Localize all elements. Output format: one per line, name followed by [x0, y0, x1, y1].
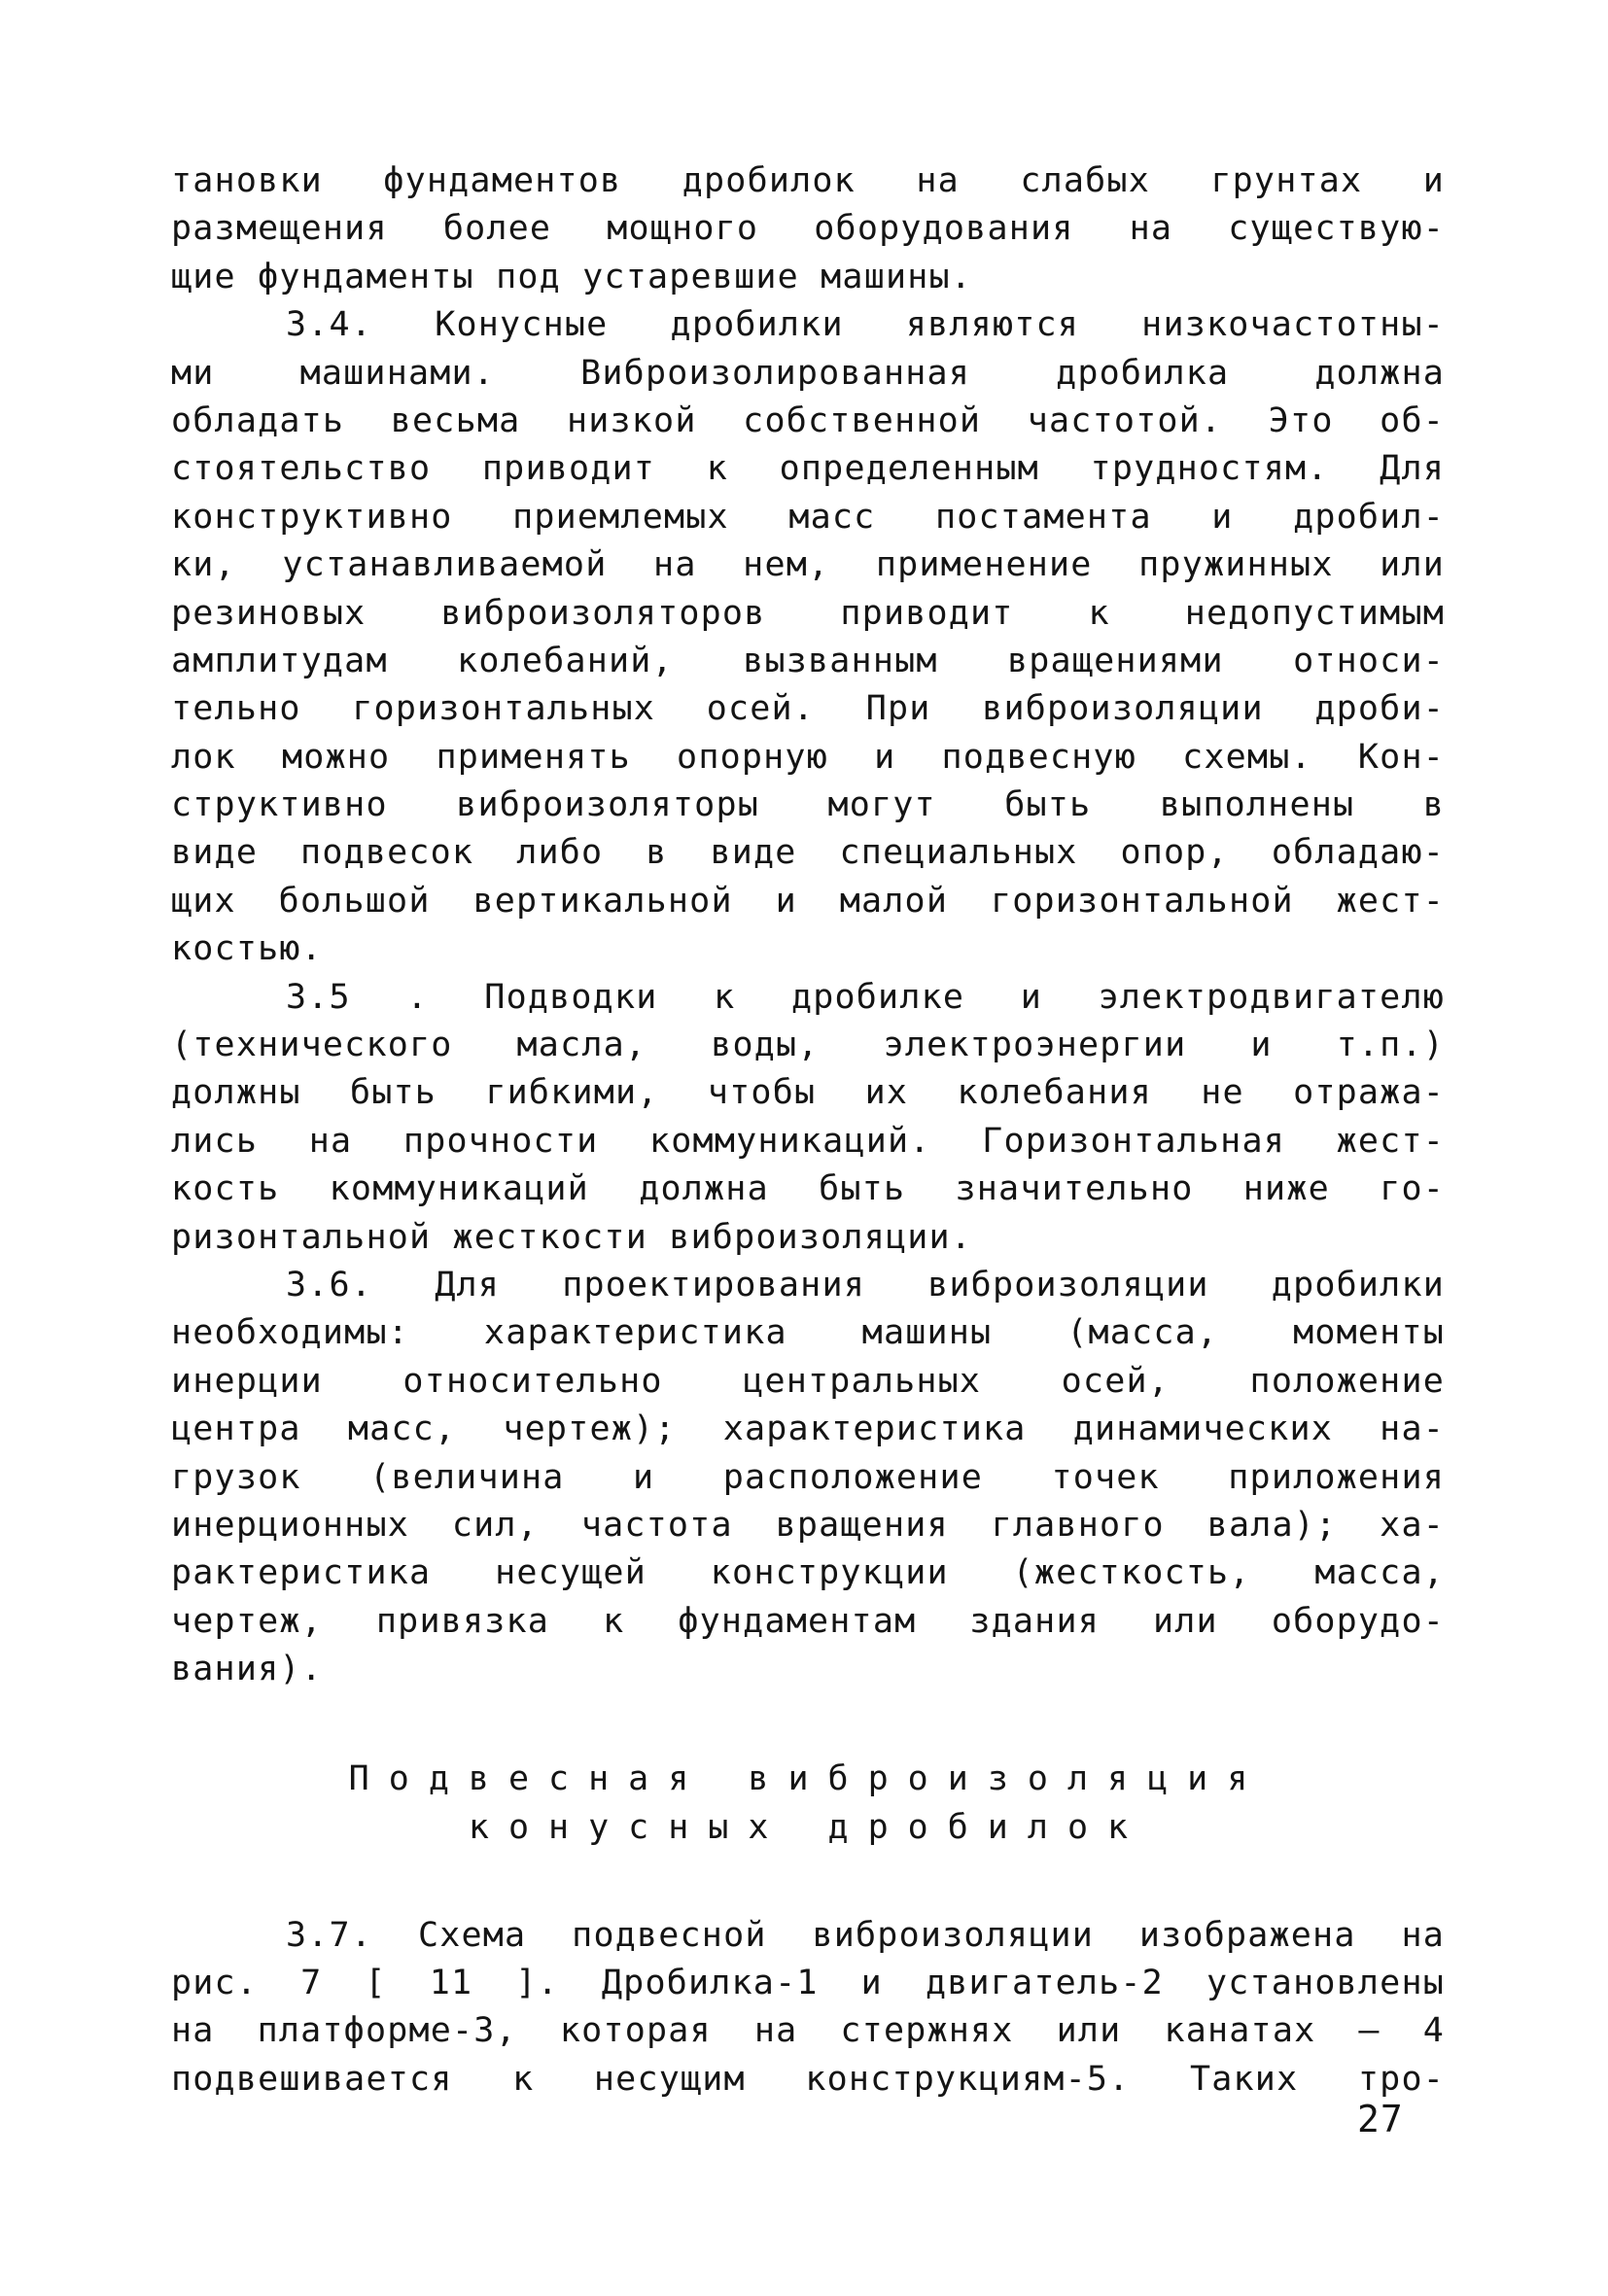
text-line: лись на прочности коммуникаций. Горизонтальная жест-	[171, 1121, 1445, 1161]
text-line: стоятельство приводит к определенным трудностям. Для	[171, 449, 1445, 489]
section-heading-line-1: Подвесная виброизоляция	[348, 1758, 1268, 1798]
text-line: инерционных сил, частота вращения главного вала); ха-	[171, 1505, 1445, 1545]
text-line: подвешивается к несущим конструкциям-5. Таких тро-	[171, 2059, 1445, 2099]
paragraph-3-7	[171, 1912, 1445, 2105]
paragraph-continuation	[171, 157, 1445, 301]
text-line: инерции относительно центральных осей, положение	[171, 1361, 1445, 1401]
text-line: структивно виброизоляторы могут быть выполнены в	[171, 785, 1445, 825]
text-line: центра масс, чертеж); характеристика динамических на-	[171, 1409, 1445, 1449]
section-heading-line-2: конусных дробилок	[468, 1807, 1148, 1847]
text-line: кость коммуникаций должна быть значительно ниже го-	[171, 1169, 1445, 1209]
text-line: 3.6. Для проектирования виброизоляции дробилки	[286, 1265, 1445, 1305]
text-line: костью.	[171, 929, 323, 969]
paragraph-3-4	[171, 301, 1445, 973]
text-line: виде подвесок либо в виде специальных опор, обладаю-	[171, 833, 1445, 873]
text-line: амплитудам колебаний, вызванным вращениями относи-	[171, 641, 1445, 680]
text-line: необходимы: характеристика машины (масса, моменты	[171, 1313, 1445, 1353]
text-line: рис. 7 [ 11 ]. Дробилка-1 и двигатель-2 установлены	[171, 1963, 1445, 2002]
text-line: лок можно применять опорную и подвесную схемы. Кон-	[171, 737, 1445, 777]
text-line: рактеристика несущей конструкции (жесткость, масса,	[171, 1553, 1445, 1593]
text-line: вания).	[171, 1650, 323, 1689]
text-line: грузок (величина и расположение точек приложения	[171, 1457, 1445, 1497]
text-line: 3.5 . Подводки к дробилке и электродвигателю	[286, 977, 1445, 1017]
text-line: чертеж, привязка к фундаментам здания или оборудо-	[171, 1601, 1445, 1641]
text-line: 3.4. Конусные дробилки являются низкочастотны-	[286, 305, 1445, 345]
paragraph-3-5	[171, 974, 1445, 1262]
text-line: должны быть гибкими, чтобы их колебания не отража-	[171, 1073, 1445, 1113]
text-line: тановки фундаментов дробилок на слабых грунтах и	[171, 161, 1445, 200]
text-line: ризонтальной жесткости виброизоляции.	[171, 1217, 973, 1257]
paragraph-3-6	[171, 1262, 1445, 1694]
document-page	[171, 157, 1445, 2104]
text-line: ки, устанавливаемой на нем, применение пружинных или	[171, 545, 1445, 585]
text-line: тельно горизонтальных осей. При виброизоляции дроби-	[171, 689, 1445, 729]
text-line: 3.7. Схема подвесной виброизоляции изображена на	[286, 1915, 1445, 1955]
text-line: щих большой вертикальной и малой горизонтальной жест-	[171, 881, 1445, 921]
text-line: обладать весьма низкой собственной частотой. Это об-	[171, 400, 1445, 440]
text-line: ми машинами. Виброизолированная дробилка должна	[171, 353, 1445, 393]
text-line: щие фундаменты под устаревшие машины.	[171, 257, 973, 296]
text-line: на платформе-3, которая на стержнях или канатах – 4	[171, 2011, 1445, 2051]
text-line: конструктивно приемлемых масс постамента и дробил-	[171, 497, 1445, 537]
text-line: (технического масла, воды, электроэнергии и т.п.)	[171, 1026, 1445, 1065]
section-heading	[171, 1755, 1445, 1852]
page-number: 27	[1357, 2098, 1404, 2140]
text-line: размещения более мощного оборудования на существую-	[171, 209, 1445, 249]
text-line: резиновых виброизоляторов приводит к недопустимым	[171, 593, 1445, 633]
